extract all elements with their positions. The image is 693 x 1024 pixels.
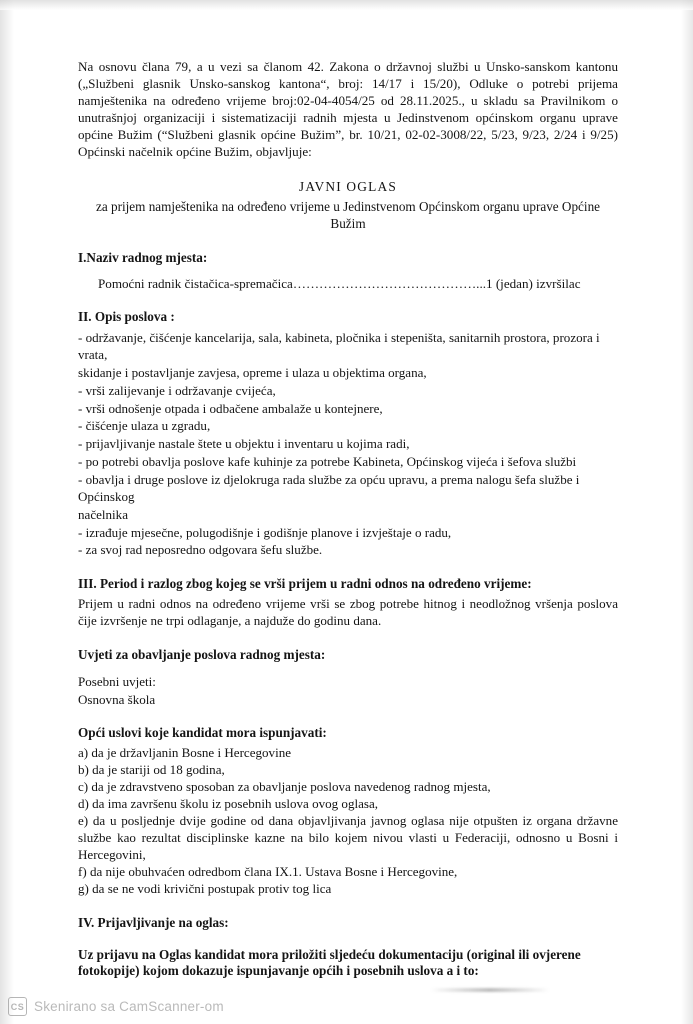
list-item: - prijavljivanje nastale štete u objektu i inventaru u kojima radi, [78,436,410,452]
section-1-item: Pomoćni radnik čistačica-spremačica……………………………………...1 (jedan) izvršilac [98,275,581,291]
list-item: - za svoj rad neposredno odgovara šefu službe. [78,542,323,558]
general-conditions-heading: Opći uslovi koje kandidat mora ispunjavati: [78,725,327,741]
list-item: c) da je zdravstveno sposoban za obavljanje poslova navedenog radnog mjesta, [78,778,491,794]
list-item: b) da je stariji od 18 godina, [78,761,225,777]
list-item: g) da se ne vodi krivični postupak protiv tog lica [78,880,332,896]
list-item: e) da u posljednje dvije godine od dana objavljivanja javnog oglasa nije otpušten iz organa državne službe kao rezultat disciplinske kazne na bilo kojem nivou vlasti u Federaciji, odnosno u Bosni i Hercegovini, [78,812,618,862]
section-4-body: Uz prijavu na Oglas kandidat mora priložiti sljedeću dokumentaciju (original ili ovjerene fotokopije) kojom dokazuje ispunjavanje općih i posebnih uslova a i to: [78,946,581,978]
document-title: JAVNI OGLAS [298,179,398,195]
page-edge-shadow-right [681,0,693,1024]
section-1-heading: I.Naziv radnog mjesta: [78,249,208,265]
special-conditions-label: Posebni uvjeti: [78,674,156,690]
page-edge-shadow-left [0,0,14,1024]
list-item: - vrši odnošenje otpada i odbačene ambalaže u kontejnere, [78,400,383,416]
title-block [78,178,618,233]
list-item: f) da nije obuhvaćen odredbom člana IX.1. Ustava Bosne i Hercegovine, [78,863,458,879]
list-item: - obavlja i druge poslove iz djelokruga rada službe za opću upravu, a prema nalogu šefa službe i Općinskog [78,471,580,505]
page-edge-shadow-top [0,0,693,10]
list-item: - održavanje, čišćenje kancelarija, sala, kabineta, pločnika i stepeništa, sanitarnih prostora, prozora i vrata, [78,329,600,363]
camscanner-watermark [8,997,224,1016]
conditions-heading: Uvjeti za obavljanje poslova radnog mjesta: [78,647,326,663]
section-2-list [78,329,618,560]
list-item: skidanje i postavljanje zavjesa, opreme i ulaza u objektima organa, [78,365,427,381]
section-3-body: Prijem u radni odnos na određeno vrijeme vrši se zbog potrebe hitnog i neodložnog vršenja poslova čije izvršenje ne trpi odlaganje, a najduže do godinu dana. [78,596,618,629]
list-item: d) da ima završenu školu iz posebnih uslova ovog oglasa, [78,795,379,811]
list-item: a) da je državljanin Bosne i Hercegovine [78,745,292,761]
camscanner-label: Skenirano sa CamScanner-om [34,999,224,1014]
section-4-heading: IV. Prijavljivanje na oglas: [78,914,229,930]
intro-paragraph: Na osnovu člana 79, a u vezi sa članom 42. Zakona o državnoj službi u Unsko-sanskom kantonu („Službeni glasnik Unsko-sanskog kantona“, broj: 14/17 i 15/20), Odluke o potrebi prijema namještenika na određeno vrijeme broj:02-04-4054/25 od 28.11.2025., u skladu sa Pravilnikom o unutrašnjoj organizaciji i sistematizaciji radnih mjesta u Jedinstvenom općinskom organu uprave općine Bužim (“Službeni glasnik općine Bužim”, br. 10/21, 02-02-3008/22, 5/23, 9/23, 2/24 i 9/25) Općinski načelnik općine Bužim, objavljuje: [78,59,618,160]
list-item: - čišćenje ulaza u zgradu, [78,418,211,434]
list-item: načelnika [78,506,128,522]
list-item: - vrši zalijevanje i održavanje cvijeća, [78,382,276,398]
section-2-heading: II. Opis poslova : [78,308,175,324]
document-body [78,58,618,983]
special-conditions-value: Osnovna škola [78,691,156,707]
section-3-heading: III. Period i razlog zbog kojeg se vrši prijem u radni odnos na određeno vrijeme: [78,576,532,592]
scan-artifact [430,988,550,992]
list-item: - izrađuje mjesečne, polugodišnje i godišnje planove i izvještaje o radu, [78,524,452,540]
general-conditions-list [78,745,618,898]
document-subtitle-line1: za prijem namještenika na određeno vrijeme u Jedinstvenom Općinskom organu uprave Općine [95,198,601,214]
document-subtitle-line2: Bužim [330,216,366,232]
camscanner-badge-icon: CS [8,997,27,1016]
list-item: - po potrebi obavlja poslove kafe kuhinje za potrebe Kabineta, Općinskog vijeća i šefova službi [78,453,577,469]
